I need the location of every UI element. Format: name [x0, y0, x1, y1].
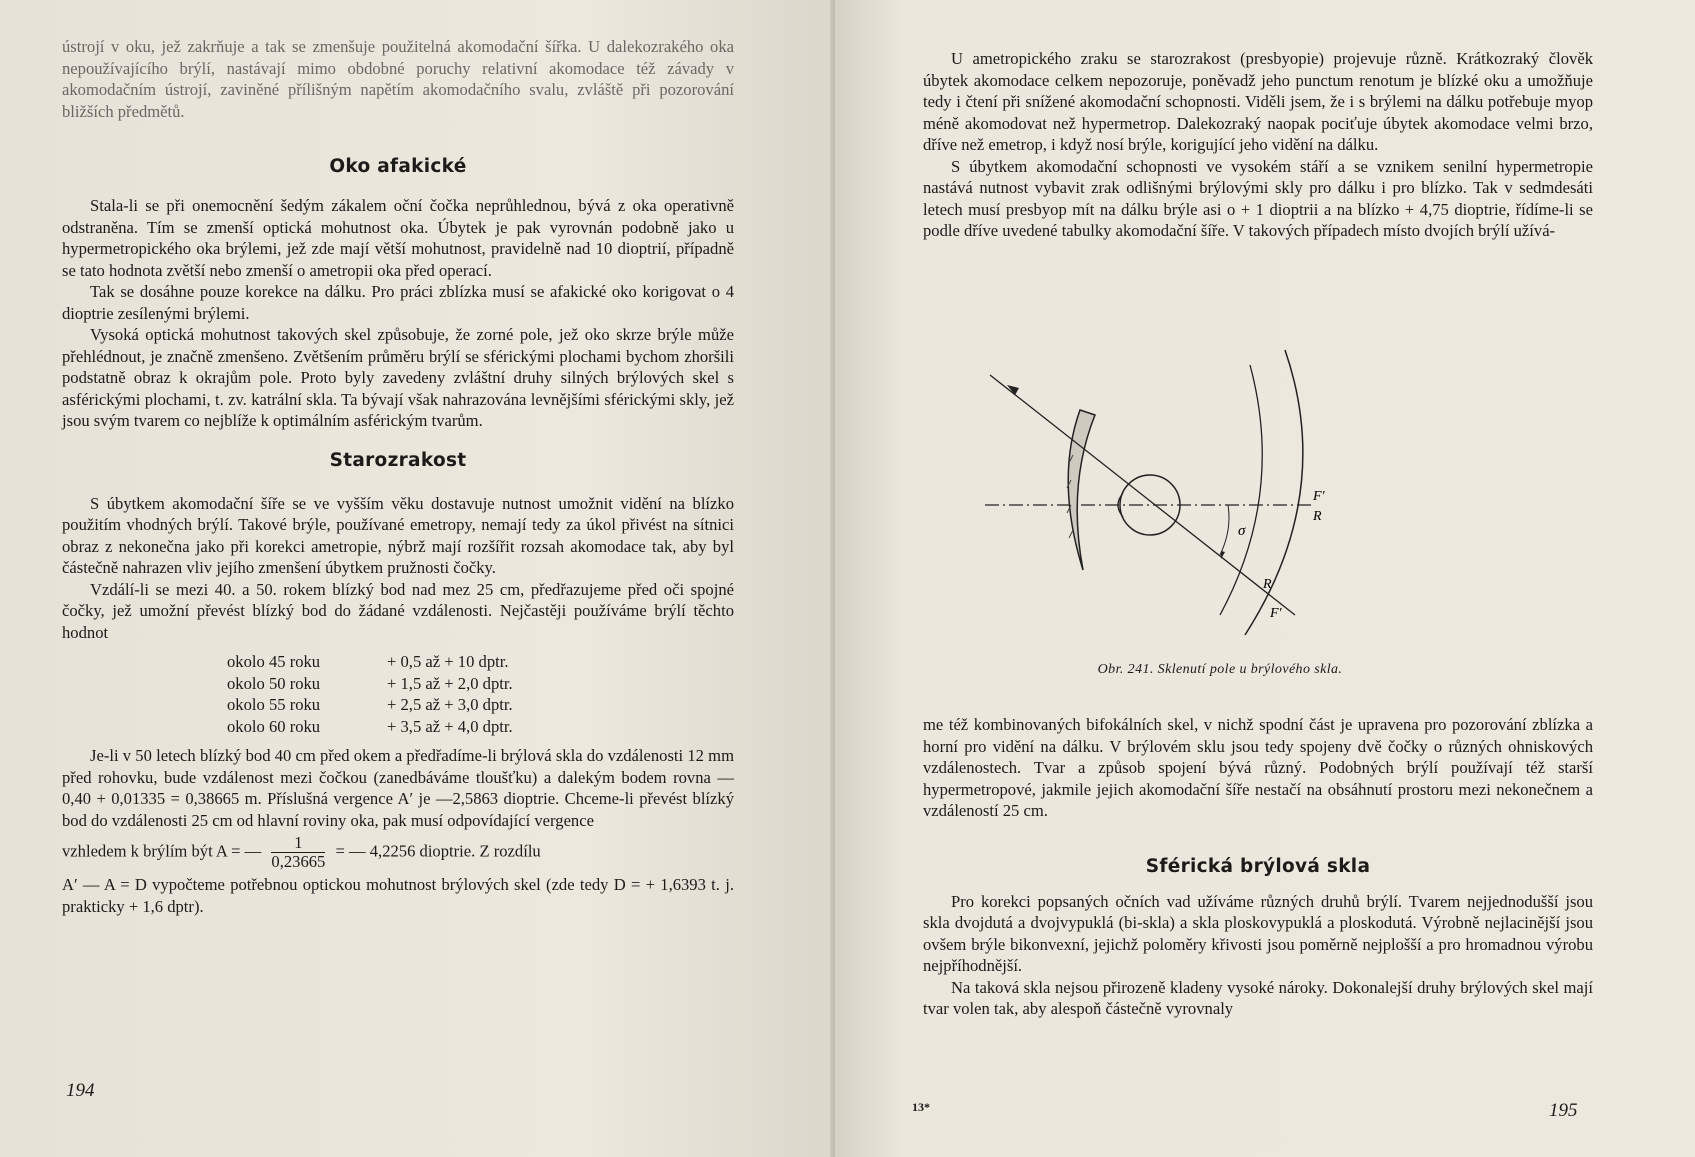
signature-mark: 13*: [912, 1100, 930, 1114]
value-cell: + 0,5 až + 10 dptr.: [387, 652, 509, 671]
meniscus-lens: [1068, 410, 1095, 570]
paragraph: A′ — A = D vypočteme potřebnou optickou mohutnost brýlových skel (zde tedy D = + 1,6393 t. j. prakticky + 1,6 dptr).: [62, 875, 734, 916]
age-cell: okolo 55 roku: [227, 695, 321, 714]
angle-arc: [1220, 505, 1229, 555]
table-row: [227, 716, 513, 738]
label-r-top: R: [1313, 509, 1322, 524]
label-sigma: σ: [1238, 523, 1246, 539]
chief-ray: [990, 375, 1295, 615]
paragraph: Tak se dosáhne pouze korekce na dálku. Pro práci zblízka musí se afakické oko korigovat o 4 dioptrie zesílenými brýlemi.: [62, 282, 734, 323]
age-cell: okolo 60 roku: [227, 716, 321, 736]
paragraph: ústrojí v oku, jež zakrňuje a tak se zmenšuje použitelná akomodační šířka. U dalekozrakého oka nepoužívajícího brýlí, nastávají mimo obdobné poruchy relativní akomodace též závady v akomodačním ústrojí, zaviněné přílišným napětím akomodačního svalu, zvláště při pozorování bližších předmětů.: [62, 37, 734, 121]
right-text-column: [923, 48, 1593, 242]
formula-line: [62, 834, 734, 871]
left-text-column: [62, 36, 734, 917]
table-row: [227, 673, 513, 695]
fraction-denominator: 0,23665: [271, 852, 326, 871]
fraction: [271, 834, 325, 871]
figure-caption: Obr. 241. Sklenutí pole u brýlového skla.: [1097, 662, 1343, 677]
section-heading: Sférická brýlová skla: [1145, 855, 1371, 877]
table-row: [227, 694, 513, 716]
value-cell: + 2,5 až + 3,0 dptr.: [387, 695, 513, 714]
right-text-column-lower: [923, 714, 1593, 1020]
value-cell: + 1,5 až + 2,0 dptr.: [387, 673, 513, 693]
table-row: [227, 651, 513, 673]
section-heading: Starozrakost: [329, 449, 467, 471]
age-diopter-table: [227, 651, 513, 737]
paragraph: Pro korekci popsaných očních vad užíváme různých druhů brýlí. Tvarem nejjednodušší jsou skla dvojdutá a dvojvypuklá (bi-skla) a skla ploskovypuklá a ploskodutá. Výrobně nejlacinější jsou ovšem brýle bikonvexní, jejichž poloměry křivosti jsou poměrně nejplošší a pro hromadnou výrobu nejpříhodnější.: [923, 891, 1593, 975]
paragraph: Vysoká optická mohutnost takových skel způsobuje, že zorné pole, jež oko skrze brýle může přehlédnout, je značně zmenšeno. Zvětšením průměru brýlí se sférickými plochami bychom zhoršili podstatně obraz k okrajům pole. Proto byly zavedeny zvláštní druhy silných brýlových skel s asférickými plochami, t. zv. katrální skla. Ta bývají však nahrazována levnějšími sférickými skly, jež jsou svým tvarem co nejblíže k optimálním asférickým tvarům.: [62, 325, 734, 430]
lens-hatch: [1069, 530, 1073, 538]
image-field-arc: [1245, 350, 1303, 635]
age-cell: okolo 45 roku: [227, 652, 321, 671]
inner-field-arc: [1220, 365, 1262, 615]
section-heading: Oko afakické: [329, 156, 467, 177]
age-cell: okolo 50 roku: [227, 673, 321, 693]
label-f-bottom: F′: [1270, 606, 1282, 621]
paragraph: S úbytkem akomodační schopnosti ve vysokém stáří a se vznikem senilní hypermetropie nastává nutnost vybavit zrak odlišnými brýlovými skly pro dálku i pro blízko. Tak v sedmdesáti letech musí presbyop mít na dálku brýle asi o + 1 dioptrii a na blízko + 4,75 dioptrie, řídíme-li se podle dříve uvedené tabulky akomodační šíře. V takových případech místo dvojích brýlí užívá-: [923, 156, 1593, 240]
paragraph: Stala-li se při onemocnění šedým zákalem oční čočka neprůhlednou, bývá z oka operativně odstraněna. Tím se zmenší optická mohutnost oka. Úbytek je pak vyrovnán podobně jako u hypermetropického oka brýlemi, jež zde mají větší mohutnost, pravidelně nad 10 dioptrií, případně se tato hodnota zvětší nebo zmenší o ametropii oka před operací.: [62, 196, 734, 280]
right-page: [835, 0, 1695, 1157]
page-number: 195: [1549, 1100, 1578, 1121]
page-number: 194: [66, 1080, 95, 1101]
formula-suffix: = — 4,2256 dioptrie. Z rozdílu: [335, 841, 541, 861]
label-f-prime: F′: [1313, 489, 1325, 504]
formula-prefix: vzhledem k brýlím být A = —: [62, 841, 262, 861]
value-cell: + 3,5 až + 4,0 dptr.: [387, 716, 513, 736]
lens-field-curvature-figure: [985, 345, 1405, 680]
paragraph: Na taková skla nejsou přirozeně kladeny vysoké nároky. Dokonalejší druhy brýlových skel mají tvar volen tak, aby alespoň částečně vyrovnaly: [923, 977, 1593, 1018]
paragraph: U ametropického zraku se starozrakost (presbyopie) projevuje různě. Krátkozraký člověk úbytek akomodace celkem nepozoruje, poněvadž jeho punctum renotum je blízké oku a umožňuje tedy i čtení při snížené akomodační schopnosti. Viděli jsem, že i s brýlemi na dálku potřebuje myop méně akomodovat než hypermetrop. Dalekozraký naopak pociťuje úbytek akomodace velmi brzo, dříve než emetrop, i když nosí brýle, korigující jeho vidění na dálku.: [923, 49, 1593, 154]
fraction-numerator: 1: [271, 834, 325, 853]
paragraph: Je-li v 50 letech blízký bod 40 cm před okem a předřadíme-li brýlová skla do vzdálenosti 12 mm před rohovku, bude vzdálenost mezi čočkou (zanedbáváme tloušťku) a dalekým bodem rovna — 0,40 + 0,01335 = 0,38665 m. Příslušná vergence A′ je —2,5863 dioptrie. Chceme-li převést blízký bod do vzdálenosti 25 cm od hlavní roviny oka, pak musí odpovídající vergence: [62, 746, 734, 830]
paragraph: Vzdálí-li se mezi 40. a 50. rokem blízký bod nad mez 25 cm, předřazujeme před oči spojné čočky, jež umožní převést blízký bod do žádané vzdálenosti. Nejčastěji používáme brýlí těchto hodnot: [62, 579, 734, 642]
label-r-bottom: R: [1263, 577, 1272, 592]
paragraph: me též kombinovaných bifokálních skel, v nichž spodní část je upravena pro pozorování zblízka a horní pro vidění na dálku. V brýlovém sklu jsou tedy spojeny dvě čočky o různých ohniskových vzdálenostech. Tvar a způsob spojení bývá různý. Podobných brýlí používají též starší hypermetropové, jakmile jejich akomodační šíře nestačí na obsáhnutí prostoru mezi nekonečnem a vzdáleností 25 cm.: [923, 715, 1593, 820]
left-page: [0, 0, 835, 1157]
paragraph: S úbytkem akomodační šíře se ve vyšším věku dostavuje nutnost umožnit vidění na blízko použitím vhodných brýlí. Takové brýle, používané emetropy, nemají tedy za úkol přivést na sítnici obraz z nekonečna jako při korekci ametropie, nýbrž mají rozšířit rozsah akomodace tak, aby byl částečně nahrazen vliv jejího zmenšení úbytkem pružnosti čočky.: [62, 493, 734, 577]
